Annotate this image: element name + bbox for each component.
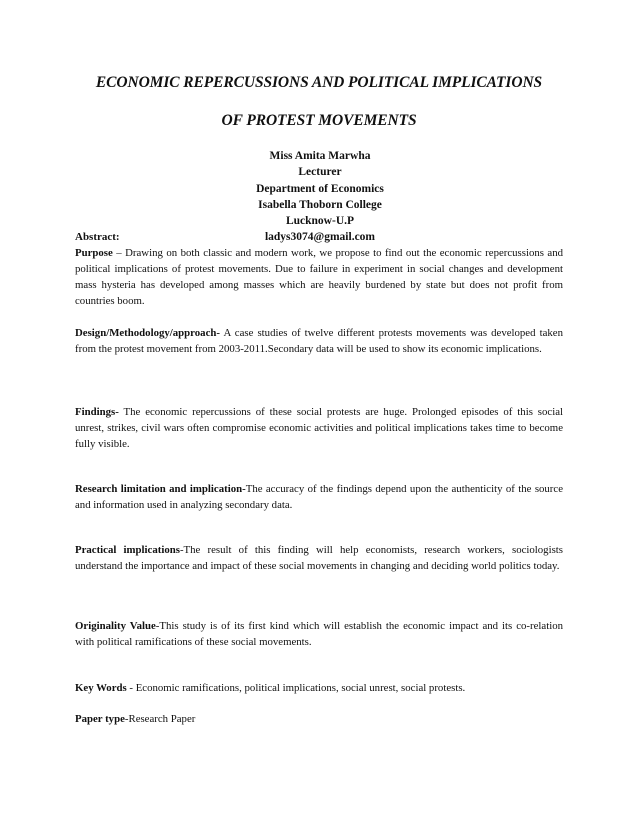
author-college: Isabella Thoborn College bbox=[258, 198, 382, 211]
practical-implications-text: -The result of this finding will help economists, research workers, sociologists understand the importance and impact of these social movements in changing and deciding world politics today. bbox=[75, 544, 563, 572]
design-section bbox=[75, 325, 563, 357]
author-position: Lecturer bbox=[298, 166, 342, 179]
paper-type-label: Paper type bbox=[75, 713, 125, 725]
author-block bbox=[200, 148, 440, 246]
originality-section bbox=[75, 618, 563, 650]
research-limitation-text: The accuracy of the findings depend upon the authenticity of the source and information used in analyzing secondary data. bbox=[75, 483, 563, 511]
paper-type-text: -Research Paper bbox=[124, 713, 196, 725]
author-email: ladys3074@gmail.com bbox=[264, 231, 376, 244]
author-department: Department of Economics bbox=[256, 182, 384, 195]
abstract-heading: Abstract: bbox=[75, 231, 120, 243]
practical-implications-section bbox=[75, 542, 563, 574]
design-label: Design/Methodology/approach- bbox=[75, 327, 220, 339]
keywords-section bbox=[75, 680, 563, 696]
practical-implications-label: Practical implications bbox=[75, 544, 180, 556]
design-text: A case studies of twelve different protests movements was developed taken from the protest movement from 2003-2011.Secondary data will be used to show its economic implications. bbox=[75, 327, 563, 355]
research-limitation-label: Research limitation and implication- bbox=[75, 483, 246, 495]
paper-type-section bbox=[75, 711, 563, 727]
findings-text: The economic repercussions of these social protests are huge. Prolonged episodes of this social unrest, strikes, civil wars often compromise economic activities and political implications takes time to become fully visible. bbox=[75, 406, 563, 450]
findings-section bbox=[75, 404, 563, 452]
keywords-text: - Economic ramifications, political implications, social unrest, social protests. bbox=[126, 682, 466, 694]
originality-label: Originality Value bbox=[75, 620, 156, 632]
paper-title-line-2: OF PROTEST MOVEMENTS bbox=[221, 112, 417, 129]
author-city: Lucknow-U.P bbox=[285, 215, 355, 228]
purpose-section bbox=[75, 245, 563, 309]
purpose-text: – Drawing on both classic and modern work, we propose to find out the economic repercussions and political implications of protest movements. Due to failure in experiment in social changes and development mass hysteria has developed among masses which are heavily burdened by state but does not profit from countries boom. bbox=[75, 247, 563, 307]
keywords-label: Key Words bbox=[75, 682, 127, 694]
paper-title-line-1: ECONOMIC REPERCUSSIONS AND POLITICAL IMPLICATIONS bbox=[95, 74, 543, 91]
findings-label: Findings- bbox=[75, 406, 119, 418]
purpose-label: Purpose bbox=[75, 247, 113, 259]
originality-text: -This study is of its first kind which will establish the economic impact and its co-relation with political ramifications of these social movements. bbox=[75, 620, 563, 648]
author-name: Miss Amita Marwha bbox=[269, 150, 371, 162]
research-limitation-section bbox=[75, 481, 563, 513]
